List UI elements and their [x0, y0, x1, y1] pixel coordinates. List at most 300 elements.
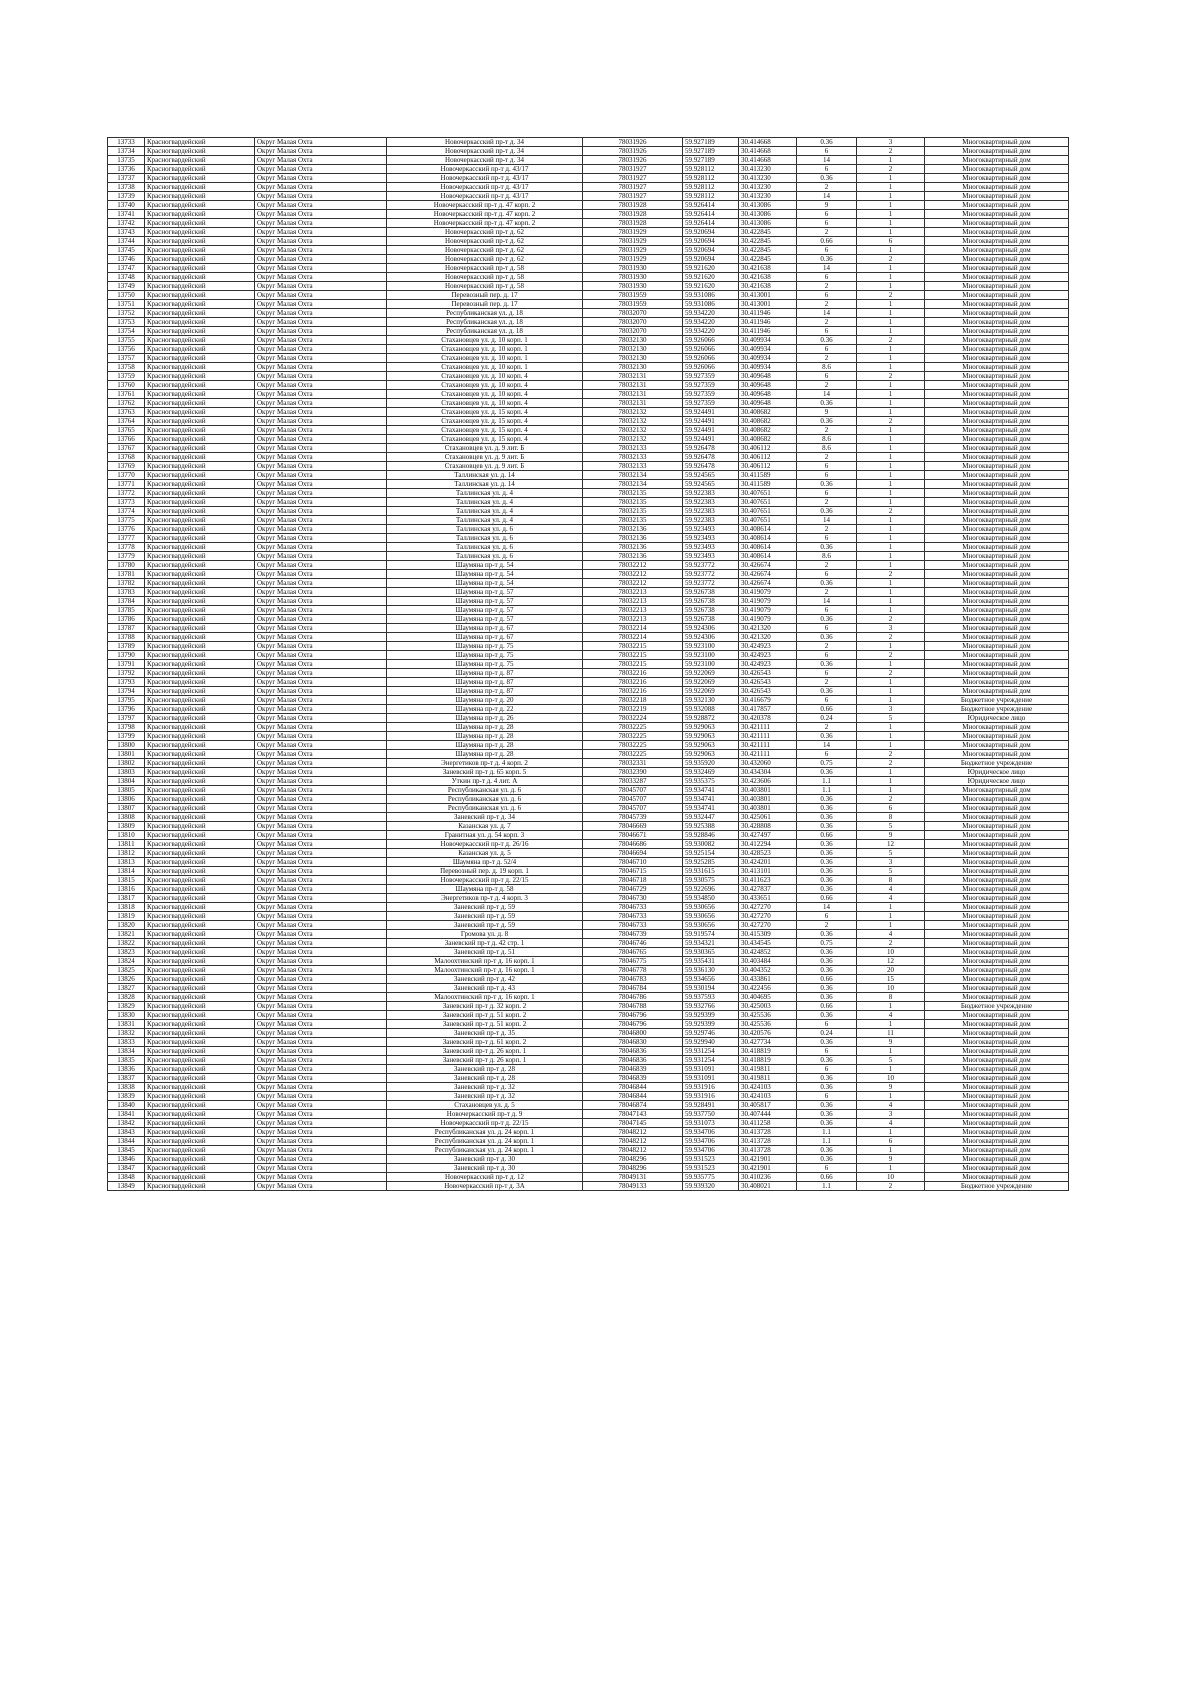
cell-object-type: Многоквартирный дом — [925, 903, 1069, 912]
cell-municipality: Округ Малая Охта — [255, 921, 387, 930]
cell-latitude: 59.926066 — [683, 363, 739, 372]
cell-longitude: 30.412294 — [739, 840, 797, 849]
cell-longitude: 30.407651 — [739, 507, 797, 516]
cell-object-type: Многоквартирный дом — [925, 318, 1069, 327]
cell-row-number: 13831 — [108, 1020, 145, 1029]
cell-address: Стахановцев ул. д. 10 корп. 1 — [387, 336, 583, 345]
cell-object-code: 78045707 — [583, 786, 683, 795]
cell-row-number: 13823 — [108, 948, 145, 957]
cell-object-type: Многоквартирный дом — [925, 417, 1069, 426]
cell-address: Новочеркасский пр-т д. 22/15 — [387, 876, 583, 885]
cell-address: Заневский пр-т д. 32 — [387, 1083, 583, 1092]
table-row — [108, 498, 1069, 507]
cell-address: Малоохтинский пр-т д. 16 корп. 1 — [387, 966, 583, 975]
cell-district: Красногвардейский — [145, 912, 255, 921]
cell-object-code: 78032132 — [583, 408, 683, 417]
cell-latitude: 59.928112 — [683, 165, 739, 174]
cell-address: Стахановцев ул. д. 9 лит. Б — [387, 453, 583, 462]
cell-object-type: Многоквартирный дом — [925, 300, 1069, 309]
cell-longitude: 30.408682 — [739, 408, 797, 417]
cell-longitude: 30.421111 — [739, 732, 797, 741]
cell-volume: 6 — [797, 273, 857, 282]
cell-row-number: 13839 — [108, 1092, 145, 1101]
cell-longitude: 30.411946 — [739, 309, 797, 318]
cell-latitude: 59.937593 — [683, 993, 739, 1002]
cell-municipality: Округ Малая Охта — [255, 687, 387, 696]
cell-quantity: 1 — [857, 552, 925, 561]
cell-object-type: Многоквартирный дом — [925, 1137, 1069, 1146]
cell-municipality: Округ Малая Охта — [255, 498, 387, 507]
cell-object-type: Многоквартирный дом — [925, 507, 1069, 516]
cell-object-code: 78046715 — [583, 867, 683, 876]
cell-longitude: 30.413001 — [739, 300, 797, 309]
cell-latitude: 59.925154 — [683, 849, 739, 858]
cell-district: Красногвардейский — [145, 390, 255, 399]
cell-longitude: 30.424923 — [739, 651, 797, 660]
cell-object-type: Многоквартирный дом — [925, 1164, 1069, 1173]
cell-quantity: 9 — [857, 1155, 925, 1164]
cell-object-code: 78032132 — [583, 417, 683, 426]
cell-district: Красногвардейский — [145, 138, 255, 147]
table-row — [108, 543, 1069, 552]
table-row — [108, 1092, 1069, 1101]
cell-municipality: Округ Малая Охта — [255, 939, 387, 948]
cell-longitude: 30.413230 — [739, 192, 797, 201]
table-row — [108, 1173, 1069, 1182]
cell-object-code: 78046730 — [583, 894, 683, 903]
cell-municipality: Округ Малая Охта — [255, 1029, 387, 1038]
cell-address: Новочеркасский пр-т д. 43/17 — [387, 192, 583, 201]
cell-latitude: 59.934741 — [683, 786, 739, 795]
cell-row-number: 13801 — [108, 750, 145, 759]
cell-address: Новочеркасский пр-т д. 62 — [387, 228, 583, 237]
table-row — [108, 885, 1069, 894]
cell-quantity: 1 — [857, 219, 925, 228]
cell-longitude: 30.421111 — [739, 741, 797, 750]
cell-latitude: 59.931916 — [683, 1092, 739, 1101]
cell-row-number: 13842 — [108, 1119, 145, 1128]
cell-row-number: 13811 — [108, 840, 145, 849]
cell-quantity: 3 — [857, 858, 925, 867]
cell-address: Шаумяна пр-т д. 26 — [387, 714, 583, 723]
cell-row-number: 13848 — [108, 1173, 145, 1182]
cell-municipality: Округ Малая Охта — [255, 795, 387, 804]
cell-quantity: 4 — [857, 1101, 925, 1110]
cell-object-type: Многоквартирный дом — [925, 543, 1069, 552]
cell-volume: 0.36 — [797, 957, 857, 966]
cell-quantity: 1 — [857, 471, 925, 480]
cell-row-number: 13830 — [108, 1011, 145, 1020]
cell-volume: 0.36 — [797, 1038, 857, 1047]
cell-municipality: Округ Малая Охта — [255, 354, 387, 363]
cell-longitude: 30.427734 — [739, 1038, 797, 1047]
cell-municipality: Округ Малая Охта — [255, 894, 387, 903]
cell-municipality: Округ Малая Охта — [255, 777, 387, 786]
cell-quantity: 1 — [857, 768, 925, 777]
table-row — [108, 552, 1069, 561]
cell-longitude: 30.409648 — [739, 381, 797, 390]
cell-quantity: 11 — [857, 1029, 925, 1038]
cell-row-number: 13775 — [108, 516, 145, 525]
cell-longitude: 30.421901 — [739, 1164, 797, 1173]
cell-volume: 2 — [797, 588, 857, 597]
cell-longitude: 30.426674 — [739, 561, 797, 570]
cell-quantity: 2 — [857, 336, 925, 345]
cell-object-code: 78032214 — [583, 633, 683, 642]
cell-longitude: 30.421320 — [739, 624, 797, 633]
cell-district: Красногвардейский — [145, 507, 255, 516]
cell-volume: 6 — [797, 651, 857, 660]
table-row — [108, 858, 1069, 867]
cell-object-type: Многоквартирный дом — [925, 453, 1069, 462]
cell-district: Красногвардейский — [145, 651, 255, 660]
cell-volume: 0.36 — [797, 543, 857, 552]
cell-municipality: Округ Малая Охта — [255, 237, 387, 246]
cell-municipality: Округ Малая Охта — [255, 273, 387, 282]
cell-row-number: 13740 — [108, 201, 145, 210]
cell-longitude: 30.434304 — [739, 768, 797, 777]
cell-row-number: 13794 — [108, 687, 145, 696]
cell-municipality: Округ Малая Охта — [255, 1173, 387, 1182]
cell-quantity: 1 — [857, 264, 925, 273]
cell-municipality: Округ Малая Охта — [255, 750, 387, 759]
cell-latitude: 59.930575 — [683, 876, 739, 885]
table-row — [108, 984, 1069, 993]
cell-latitude: 59.926478 — [683, 444, 739, 453]
cell-volume: 0.36 — [797, 255, 857, 264]
cell-address: Энергетиков пр-т д. 4 корп. 2 — [387, 759, 583, 768]
cell-quantity: 1 — [857, 390, 925, 399]
cell-object-type: Многоквартирный дом — [925, 498, 1069, 507]
cell-object-code: 78032131 — [583, 381, 683, 390]
cell-quantity: 2 — [857, 651, 925, 660]
cell-object-code: 78031930 — [583, 282, 683, 291]
cell-district: Красногвардейский — [145, 309, 255, 318]
cell-latitude: 59.924491 — [683, 435, 739, 444]
cell-longitude: 30.417857 — [739, 705, 797, 714]
cell-object-type: Многоквартирный дом — [925, 1101, 1069, 1110]
cell-longitude: 30.409648 — [739, 399, 797, 408]
cell-row-number: 13812 — [108, 849, 145, 858]
table-row — [108, 921, 1069, 930]
cell-municipality: Округ Малая Охта — [255, 1002, 387, 1011]
cell-latitude: 59.934220 — [683, 318, 739, 327]
table-row — [108, 903, 1069, 912]
cell-volume: 0.36 — [797, 858, 857, 867]
cell-quantity: 3 — [857, 1110, 925, 1119]
cell-municipality: Округ Малая Охта — [255, 1056, 387, 1065]
cell-quantity: 1 — [857, 1020, 925, 1029]
cell-district: Красногвардейский — [145, 192, 255, 201]
table-row — [108, 588, 1069, 597]
cell-longitude: 30.418819 — [739, 1056, 797, 1065]
cell-row-number: 13798 — [108, 723, 145, 732]
table-row — [108, 651, 1069, 660]
cell-district: Красногвардейский — [145, 1137, 255, 1146]
cell-volume: 0.36 — [797, 633, 857, 642]
cell-latitude: 59.923772 — [683, 561, 739, 570]
cell-district: Красногвардейский — [145, 462, 255, 471]
cell-object-type: Многоквартирный дом — [925, 939, 1069, 948]
table-row — [108, 633, 1069, 642]
cell-district: Красногвардейский — [145, 1182, 255, 1191]
cell-address: Шаумяна пр-т д. 87 — [387, 669, 583, 678]
cell-district: Красногвардейский — [145, 993, 255, 1002]
cell-row-number: 13761 — [108, 390, 145, 399]
cell-district: Красногвардейский — [145, 174, 255, 183]
cell-municipality: Округ Малая Охта — [255, 372, 387, 381]
cell-latitude: 59.924306 — [683, 633, 739, 642]
cell-address: Казанская ул. д. 7 — [387, 822, 583, 831]
cell-object-code: 78032130 — [583, 345, 683, 354]
cell-object-type: Многоквартирный дом — [925, 1065, 1069, 1074]
cell-latitude: 59.926738 — [683, 615, 739, 624]
cell-longitude: 30.414668 — [739, 156, 797, 165]
cell-district: Красногвардейский — [145, 489, 255, 498]
cell-volume: 8.6 — [797, 444, 857, 453]
cell-object-type: Многоквартирный дом — [925, 264, 1069, 273]
cell-row-number: 13759 — [108, 372, 145, 381]
table-row — [108, 741, 1069, 750]
cell-address: Стахановцев ул. д. 10 корп. 4 — [387, 390, 583, 399]
cell-quantity: 1 — [857, 903, 925, 912]
cell-address: Заневский пр-т д. 51 — [387, 948, 583, 957]
cell-address: Новочеркасский пр-т д. 26/16 — [387, 840, 583, 849]
cell-object-code: 78032070 — [583, 327, 683, 336]
table-row — [108, 192, 1069, 201]
cell-municipality: Округ Малая Охта — [255, 174, 387, 183]
table-row — [108, 453, 1069, 462]
cell-district: Красногвардейский — [145, 768, 255, 777]
cell-district: Красногвардейский — [145, 300, 255, 309]
cell-district: Красногвардейский — [145, 714, 255, 723]
cell-latitude: 59.924491 — [683, 417, 739, 426]
cell-object-code: 78049133 — [583, 1182, 683, 1191]
cell-quantity: 1 — [857, 561, 925, 570]
table-row — [108, 804, 1069, 813]
cell-municipality: Округ Малая Охта — [255, 138, 387, 147]
cell-object-code: 78046718 — [583, 876, 683, 885]
cell-quantity: 1 — [857, 678, 925, 687]
cell-district: Красногвардейский — [145, 588, 255, 597]
cell-quantity: 1 — [857, 921, 925, 930]
cell-object-type: Многоквартирный дом — [925, 642, 1069, 651]
cell-longitude: 30.403801 — [739, 795, 797, 804]
cell-row-number: 13849 — [108, 1182, 145, 1191]
cell-volume: 0.66 — [797, 975, 857, 984]
cell-object-type: Многоквартирный дом — [925, 201, 1069, 210]
cell-object-code: 78046844 — [583, 1092, 683, 1101]
cell-object-code: 78032135 — [583, 489, 683, 498]
cell-quantity: 4 — [857, 894, 925, 903]
cell-latitude: 59.927359 — [683, 390, 739, 399]
cell-latitude: 59.928112 — [683, 192, 739, 201]
cell-district: Красногвардейский — [145, 822, 255, 831]
cell-longitude: 30.413728 — [739, 1128, 797, 1137]
cell-address: Стахановцев ул. д. 10 корп. 4 — [387, 399, 583, 408]
cell-volume: 8.6 — [797, 363, 857, 372]
cell-latitude: 59.924491 — [683, 408, 739, 417]
cell-volume: 6 — [797, 327, 857, 336]
table-row — [108, 831, 1069, 840]
table-row — [108, 1137, 1069, 1146]
cell-object-type: Многоквартирный дом — [925, 786, 1069, 795]
cell-address: Заневский пр-т д. 34 — [387, 813, 583, 822]
cell-object-code: 78032132 — [583, 426, 683, 435]
cell-volume: 0.36 — [797, 1083, 857, 1092]
cell-row-number: 13769 — [108, 462, 145, 471]
cell-quantity: 20 — [857, 966, 925, 975]
cell-quantity: 1 — [857, 480, 925, 489]
cell-row-number: 13756 — [108, 345, 145, 354]
cell-object-type: Многоквартирный дом — [925, 1011, 1069, 1020]
cell-quantity: 1 — [857, 354, 925, 363]
cell-quantity: 3 — [857, 705, 925, 714]
cell-address: Таллинская ул. д. 4 — [387, 516, 583, 525]
cell-municipality: Округ Малая Охта — [255, 525, 387, 534]
cell-municipality: Округ Малая Охта — [255, 813, 387, 822]
cell-longitude: 30.413086 — [739, 210, 797, 219]
cell-longitude: 30.426543 — [739, 678, 797, 687]
cell-object-code: 78046783 — [583, 975, 683, 984]
cell-object-code: 78031926 — [583, 156, 683, 165]
cell-object-type: Многоквартирный дом — [925, 1074, 1069, 1083]
cell-district: Красногвардейский — [145, 1155, 255, 1164]
cell-object-type: Многоквартирный дом — [925, 138, 1069, 147]
cell-municipality: Округ Малая Охта — [255, 678, 387, 687]
cell-latitude: 59.921620 — [683, 273, 739, 282]
cell-latitude: 59.928112 — [683, 174, 739, 183]
cell-longitude: 30.411589 — [739, 471, 797, 480]
table-row — [108, 696, 1069, 705]
cell-row-number: 13829 — [108, 1002, 145, 1011]
cell-municipality: Округ Малая Охта — [255, 1101, 387, 1110]
table-row — [108, 165, 1069, 174]
cell-row-number: 13789 — [108, 642, 145, 651]
cell-district: Красногвардейский — [145, 948, 255, 957]
cell-object-code: 78046836 — [583, 1047, 683, 1056]
cell-longitude: 30.421638 — [739, 273, 797, 282]
cell-address: Таллинская ул. д. 14 — [387, 480, 583, 489]
cell-volume: 0.36 — [797, 336, 857, 345]
cell-object-type: Многоквартирный дом — [925, 651, 1069, 660]
cell-row-number: 13796 — [108, 705, 145, 714]
cell-district: Красногвардейский — [145, 561, 255, 570]
cell-volume: 6 — [797, 624, 857, 633]
cell-district: Красногвардейский — [145, 1119, 255, 1128]
cell-address: Шаумяна пр-т д. 54 — [387, 561, 583, 570]
cell-row-number: 13817 — [108, 894, 145, 903]
cell-object-type: Многоквартирный дом — [925, 354, 1069, 363]
cell-object-code: 78046830 — [583, 1038, 683, 1047]
cell-quantity: 1 — [857, 741, 925, 750]
cell-municipality: Округ Малая Охта — [255, 705, 387, 714]
table-row — [108, 993, 1069, 1002]
cell-district: Красногвардейский — [145, 624, 255, 633]
cell-object-type: Бюджетное учреждение — [925, 1182, 1069, 1191]
cell-object-code: 78046733 — [583, 903, 683, 912]
cell-object-code: 78032215 — [583, 660, 683, 669]
cell-longitude: 30.408614 — [739, 552, 797, 561]
cell-object-code: 78031927 — [583, 165, 683, 174]
cell-object-type: Многоквартирный дом — [925, 426, 1069, 435]
cell-longitude: 30.411946 — [739, 318, 797, 327]
cell-municipality: Округ Малая Охта — [255, 885, 387, 894]
cell-district: Красногвардейский — [145, 930, 255, 939]
cell-volume: 14 — [797, 309, 857, 318]
cell-longitude: 30.403484 — [739, 957, 797, 966]
cell-district: Красногвардейский — [145, 1128, 255, 1137]
cell-address: Шаумяна пр-т д. 28 — [387, 750, 583, 759]
cell-volume: 0.36 — [797, 1056, 857, 1065]
cell-volume: 2 — [797, 318, 857, 327]
cell-address: Шаумяна пр-т д. 57 — [387, 588, 583, 597]
cell-volume: 6 — [797, 489, 857, 498]
cell-volume: 6 — [797, 372, 857, 381]
cell-object-type: Многоквартирный дом — [925, 1173, 1069, 1182]
cell-longitude: 30.420576 — [739, 1029, 797, 1038]
cell-latitude: 59.927189 — [683, 138, 739, 147]
cell-volume: 0.36 — [797, 849, 857, 858]
cell-object-type: Многоквартирный дом — [925, 1128, 1069, 1137]
cell-quantity: 1 — [857, 1065, 925, 1074]
cell-longitude: 30.411623 — [739, 876, 797, 885]
cell-quantity: 1 — [857, 210, 925, 219]
cell-object-code: 78032136 — [583, 543, 683, 552]
cell-latitude: 59.928491 — [683, 1101, 739, 1110]
cell-volume: 1.1 — [797, 1128, 857, 1137]
cell-municipality: Округ Малая Охта — [255, 192, 387, 201]
cell-volume: 0.36 — [797, 885, 857, 894]
cell-longitude: 30.408614 — [739, 543, 797, 552]
cell-object-code: 78046836 — [583, 1056, 683, 1065]
cell-address: Новочеркасский пр-т д. 58 — [387, 273, 583, 282]
cell-municipality: Округ Малая Охта — [255, 480, 387, 489]
cell-address: Стахановцев ул. д. 9 лит. Б — [387, 444, 583, 453]
table-row — [108, 1110, 1069, 1119]
cell-object-type: Многоквартирный дом — [925, 399, 1069, 408]
cell-row-number: 13847 — [108, 1164, 145, 1173]
cell-municipality: Округ Малая Охта — [255, 642, 387, 651]
cell-row-number: 13814 — [108, 867, 145, 876]
cell-quantity: 3 — [857, 138, 925, 147]
cell-address: Заневский пр-т д. 28 — [387, 1065, 583, 1074]
cell-municipality: Округ Малая Охта — [255, 1119, 387, 1128]
cell-latitude: 59.934741 — [683, 804, 739, 813]
cell-quantity: 1 — [857, 732, 925, 741]
cell-row-number: 13835 — [108, 1056, 145, 1065]
cell-district: Красногвардейский — [145, 939, 255, 948]
table-row — [108, 345, 1069, 354]
cell-object-code: 78048212 — [583, 1137, 683, 1146]
cell-object-type: Многоквартирный дом — [925, 579, 1069, 588]
cell-district: Красногвардейский — [145, 228, 255, 237]
cell-municipality: Округ Малая Охта — [255, 696, 387, 705]
cell-longitude: 30.423606 — [739, 777, 797, 786]
table-row — [108, 408, 1069, 417]
cell-address: Новочеркасский пр-т д. 34 — [387, 138, 583, 147]
table-row — [108, 174, 1069, 183]
cell-district: Красногвардейский — [145, 210, 255, 219]
cell-longitude: 30.411589 — [739, 480, 797, 489]
cell-latitude: 59.934321 — [683, 939, 739, 948]
cell-address: Новочеркасский пр-т д. 9 — [387, 1110, 583, 1119]
cell-district: Красногвардейский — [145, 750, 255, 759]
cell-quantity: 1 — [857, 201, 925, 210]
cell-object-type: Многоквартирный дом — [925, 1119, 1069, 1128]
cell-object-code: 78032136 — [583, 552, 683, 561]
cell-row-number: 13804 — [108, 777, 145, 786]
